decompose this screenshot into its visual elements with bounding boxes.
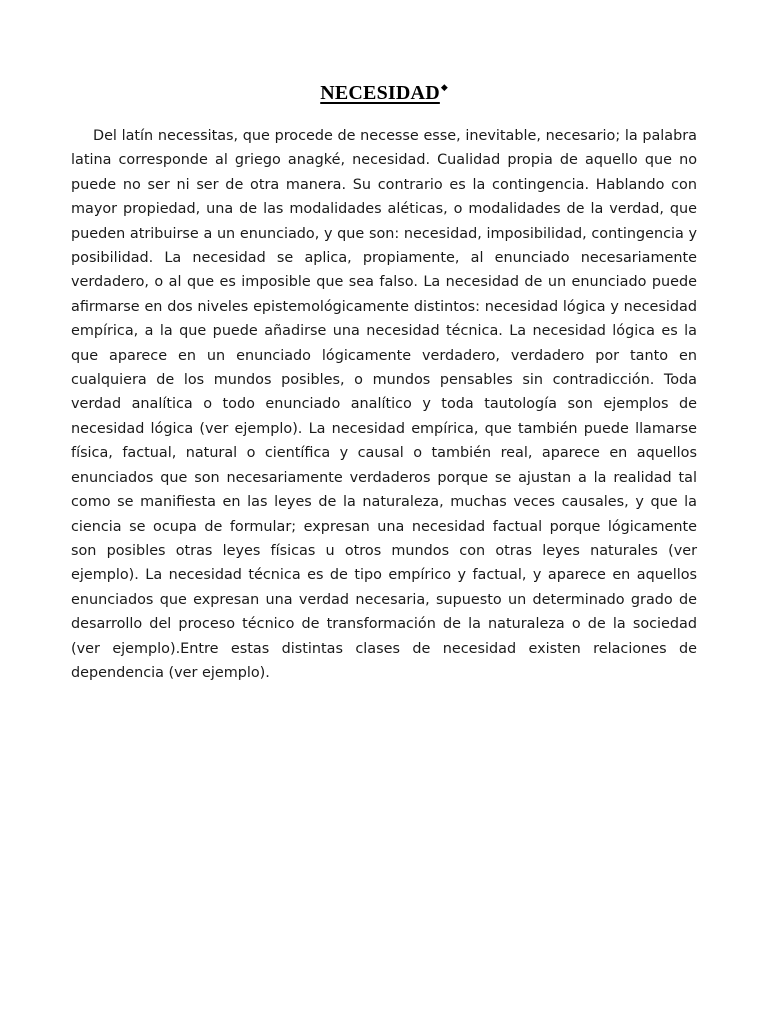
footnote-marker: ◆ [440,83,448,93]
document-title: NECESIDAD [320,82,440,104]
title-container [0,82,768,105]
body-paragraph: Del latín necessitas, que procede de necesse esse, inevitable, necesario; la palabra latina corresponde al griego anagké, necesidad. Cualidad propia de aquello que no puede no ser ni ser de otra manera. Su contrario es la contingencia. Hablando con mayor propiedad, una de las modalidades aléticas, o modalidades de la verdad, que pueden atribuirse a un enunciado, y que son: necesidad, imposibilidad, contingencia y posibilidad. La necesidad se aplica, propiamente, al enunciado necesariamente verdadero, o al que es imposible que sea falso. La necesidad de un enunciado puede afirmarse en dos niveles epistemológicamente distintos: necesidad lógica y necesidad empírica, a la que puede añadirse una necesidad técnica. La necesidad lógica es la que aparece en un enunciado lógicamente verdadero, verdadero por tanto en cualquiera de los mundos posibles, o mundos pensables sin contradicción. Toda verdad analítica o todo enunciado analítico y toda tautología son ejemplos de necesidad lógica (ver ejemplo). La necesidad empírica, que también puede llamarse física, factual, natural o científica y causal o también real, aparece en aquellos enunciados que son necesariamente verdaderos porque se ajustan a la realidad tal como se manifiesta en las leyes de la naturaleza, muchas veces causales, y que la ciencia se ocupa de formular; expresan una necesidad factual porque lógicamente son posibles otras leyes físicas u otros mundos con otras leyes naturales (ver ejemplo). La necesidad técnica es de tipo empírico y factual, y aparece en aquellos enunciados que expresan una verdad necesaria, supuesto un determinado grado de desarrollo del proceso técnico de transformación de la naturaleza o de la sociedad (ver ejemplo).Entre estas distintas clases de necesidad existen relaciones de dependencia (ver ejemplo). [71,128,697,681]
